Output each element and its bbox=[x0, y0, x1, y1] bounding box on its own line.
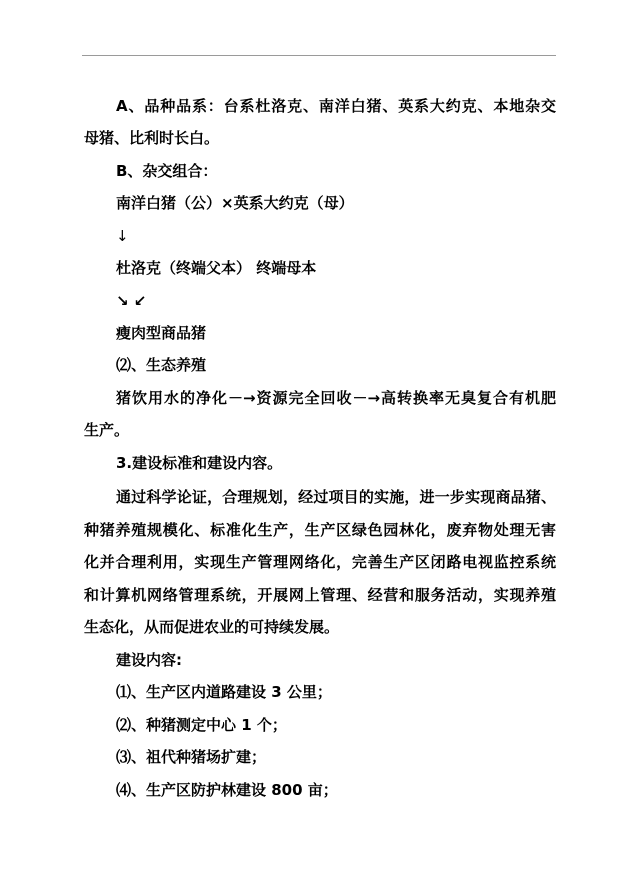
para-line-4: 和计算机网络管理系统，开展网上管理、经营和服务活动，实现养殖 bbox=[84, 586, 556, 604]
section-3-heading: 3.建设标准和建设内容。 bbox=[116, 454, 283, 472]
content-item-2: ⑵、种猪测定中心 1 个； bbox=[116, 716, 287, 734]
content-heading: 建设内容: bbox=[116, 651, 182, 669]
eco-line-2: 生产。 bbox=[84, 421, 130, 439]
para-line-5: 生态化，从而促进农业的可持续发展。 bbox=[84, 618, 340, 636]
merge-arrows: ↘ ↙ bbox=[116, 292, 147, 310]
breed-line-2: 母猪、比利时长白。 bbox=[84, 129, 220, 147]
eco-line-1: 猪饮用水的净化－→资源完全回收－→高转换率无臭复合有机肥 bbox=[116, 389, 556, 407]
eco-heading: ⑵、生态养殖 bbox=[116, 356, 207, 374]
cross-result: 瘦肉型商品猪 bbox=[116, 324, 207, 342]
para-line-1: 通过科学论证，合理规划，经过项目的实施，进一步实现商品猪、 bbox=[116, 488, 556, 506]
content-item-1: ⑴、生产区内道路建设 3 公里； bbox=[116, 683, 332, 701]
content-item-4: ⑷、生产区防护林建设 800 亩； bbox=[116, 781, 338, 799]
para-line-3: 化并合理利用，实现生产管理网络化，完善生产区闭路电视监控系统 bbox=[84, 553, 556, 571]
cross-terminal: 杜洛克（终端父本） 终端母本 bbox=[116, 259, 317, 277]
cross-heading: B、杂交组合： bbox=[116, 162, 218, 180]
down-arrow: ↓ bbox=[116, 227, 129, 245]
para-line-2: 种猪养殖规模化、标准化生产，生产区绿色园林化，废弃物处理无害 bbox=[84, 521, 556, 539]
cross-parents: 南洋白猪（公）×英系大约克（母） bbox=[116, 194, 354, 212]
content-item-3: ⑶、祖代种猪场扩建； bbox=[116, 748, 267, 766]
breed-line-1: A、品种品系：台系杜洛克、南洋白猪、英系大约克、本地杂交 bbox=[116, 97, 556, 115]
header-rule bbox=[82, 55, 556, 56]
